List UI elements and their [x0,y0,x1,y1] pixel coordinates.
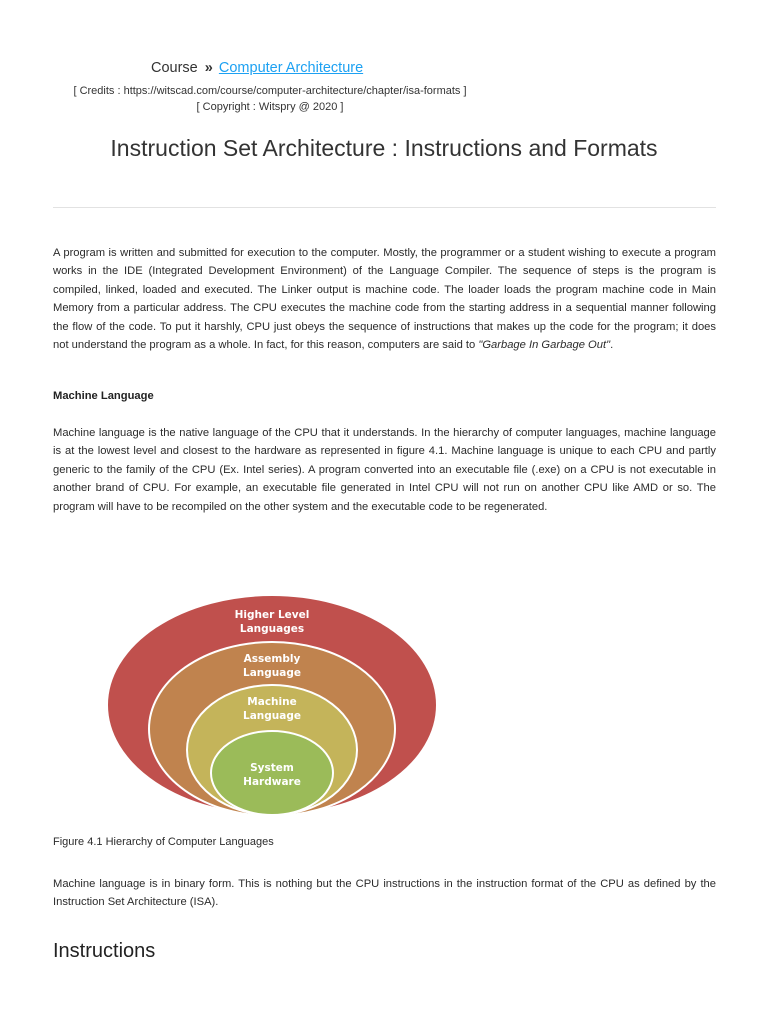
breadcrumb-separator-icon: » [204,60,213,76]
intro-end: . [610,339,614,352]
figure-caption: Figure 4.1 Hierarchy of Computer Languages [53,836,274,848]
layer-machine-label-2: Language [243,710,301,722]
intro-quote: "Garbage In Garbage Out" [478,339,611,352]
layer-machine-label-1: Machine [247,696,297,708]
layer-higher-level-label-2: Languages [239,623,305,635]
machine-language-heading: Machine Language [53,390,154,402]
machine-language-paragraph: Machine language is the native language of the CPU that it understands. In the hierarchy of computer languages, machine language is at the lowest level and closest to the hardware as represented in figure 4.1. Machine language is unique to each CPU and partly generic to the family of the CPU (Ex. Intel series). A program converted into an executable file (.exe) on a CPU is not executable in another brand of CPU. For example, an executable file generated in Intel CPU will not run on another CPU like AMD or so. The program will have to be recompiled on the other system and the executable code to be regenerated. [53,427,716,513]
title-divider [53,207,716,208]
intro-text: A program is written and submitted for execution to the computer. Mostly, the programmer or a student wishing to execute a program works in the IDE (Integrated Development Environment) of the Language Compiler. The sequence of steps is the program is compiled, linked, loaded and executed. The Linker output is machine code. The loader loads the program machine code in Main Memory from a particular address. The CPU executes the machine code from the starting address in a sequential manner following the flow of the code. To put it harshly, CPU just obeys the sequence of instructions that makes up the code for the program; it does not understand the program as a whole. In fact, for this reason, computers are said to [53,247,716,352]
computer-architecture-link[interactable]: Computer Architecture [218,60,364,76]
layer-assembly-label-1: Assembly [243,653,301,665]
layer-higher-level-label-1: Higher Level [234,609,310,621]
intro-paragraph [53,244,716,354]
page-title: Instruction Set Architecture : Instructions and Formats [110,135,658,161]
binary-form-paragraph: Machine language is in binary form. This is nothing but the CPU instructions in the instruction format of the CPU as defined by the Instruction Set Architecture (ISA). [53,878,716,909]
credits-block [0,83,540,115]
credits-copyright: [ Copyright : Witspry @ 2020 ] [196,101,344,113]
layer-assembly-label-2: Language [243,667,301,679]
layer-system-label-1: System [250,762,294,774]
breadcrumb-prefix: Course [151,60,198,76]
language-hierarchy-figure [104,592,440,818]
breadcrumb [151,60,363,76]
layer-system-label-2: Hardware [243,776,301,788]
hierarchy-diagram [104,592,440,818]
instructions-heading: Instructions [53,940,156,962]
credits-source: [ Credits : https://witscad.com/course/computer-architecture/chapter/isa-formats ] [73,85,467,97]
